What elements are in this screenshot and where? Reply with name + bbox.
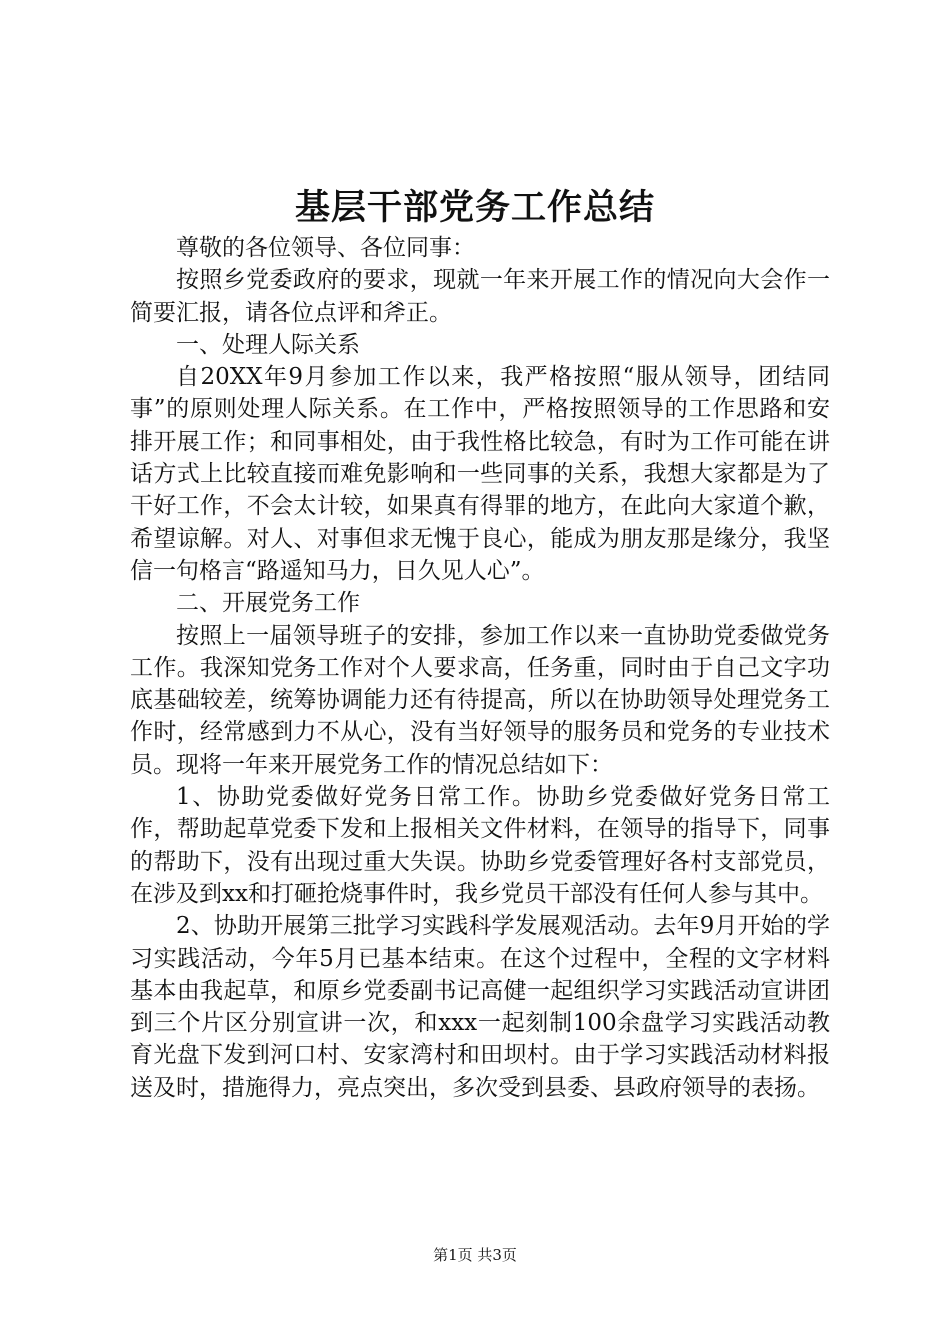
- section-heading-2: 二、开展党务工作: [176, 590, 360, 617]
- page-number-footer: 第1页 共3页: [433, 1246, 517, 1264]
- salutation: 尊敬的各位领导、各位同事：: [176, 235, 475, 261]
- intro-paragraph: 按照乡党委政府的要求，现就一年来开展工作的情况向大会作一简要汇报，请各位点评和斧正。: [130, 267, 830, 326]
- section-heading-1: 一、处理人际关系: [176, 331, 360, 358]
- item-1-paragraph: 1、协助党委做好党务日常工作。协助乡党委做好党务日常工作，帮助起草党委下发和上报相关文件材料，在领导的指导下，同事的帮助下，没有出现过重大失误。协助乡党委管理好各村支部党员，在涉及到xx和打砸抢烧事件时，我乡党员干部没有任何人参与其中。: [130, 784, 830, 907]
- item-2-paragraph: 2、协助开展第三批学习实践科学发展观活动。去年9月开始的学习实践活动，今年5月已基本结束。在这个过程中，全程的文字材料基本由我起草，和原乡党委副书记高健一起组织学习实践活动宣讲团到三个片区分别宣讲一次，和xxx一起刻制100余盘学习实践活动教育光盘下发到河口村、安家湾村和田坝村。由于学习实践活动材料报送及时，措施得力，亮点突出，多次受到县委、县政府领导的表扬。: [130, 913, 830, 1101]
- section-1-paragraph: 自20XX年9月参加工作以来，我严格按照“服从领导，团结同事”的原则处理人际关系。在工作中，严格按照领导的工作思路和安排开展工作；和同事相处，由于我性格比较急，有时为工作可能在讲话方式上比较直接而难免影响和一些同事的关系，我想大家都是为了干好工作，不会太计较，如果真有得罪的地方，在此向大家道个歉，希望谅解。对人、对事但求无愧于良心，能成为朋友那是缘分，我坚信一句格言“路遥知马力，日久见人心”。: [130, 364, 830, 584]
- section-2-paragraph: 按照上一届领导班子的安排，参加工作以来一直协助党委做党务工作。我深知党务工作对个人要求高，任务重，同时由于自己文字功底基础较差，统筹协调能力还有待提高，所以在协助领导处理党务工作时，经常感到力不从心，没有当好领导的服务员和党务的专业技术员。现将一年来开展党务工作的情况总结如下：: [130, 622, 830, 778]
- document-title: 基层干部党务工作总结: [294, 187, 655, 228]
- document-body: [130, 232, 830, 1104]
